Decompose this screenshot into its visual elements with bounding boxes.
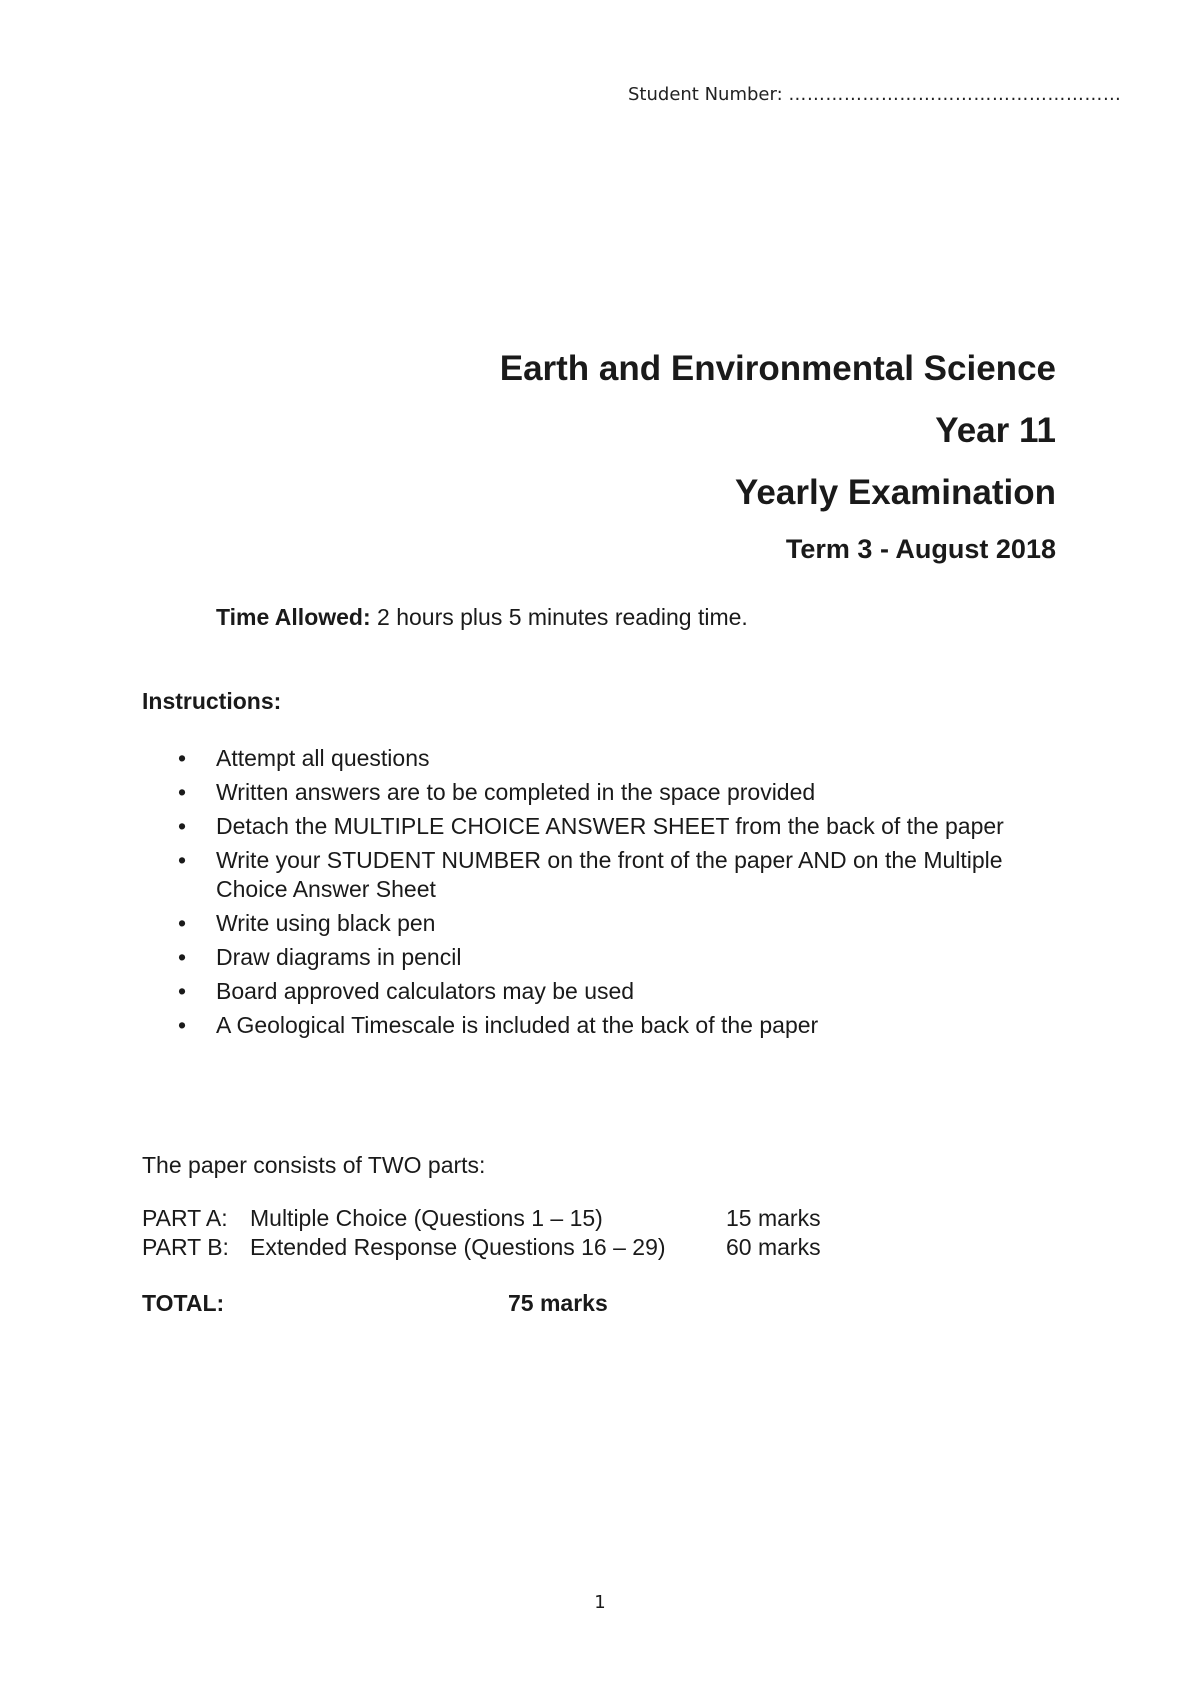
bullet-icon: • bbox=[178, 1012, 187, 1038]
bullet-icon: • bbox=[178, 910, 187, 936]
total-label: TOTAL: bbox=[142, 1290, 225, 1316]
bullet-icon: • bbox=[178, 813, 187, 839]
instruction-item: • Written answers are to be completed in the space provided bbox=[178, 779, 816, 805]
bullet-icon: • bbox=[178, 978, 187, 1004]
instructions-heading: Instructions: bbox=[142, 688, 282, 714]
student-number-field bbox=[628, 84, 1121, 105]
part-description: Extended Response (Questions 16 – 29) bbox=[250, 1234, 666, 1260]
subject-title: Earth and Environmental Science bbox=[499, 349, 1056, 388]
instructions-list bbox=[178, 744, 1078, 1045]
instruction-item: • Attempt all questions bbox=[178, 745, 430, 771]
year-title: Year 11 bbox=[935, 411, 1056, 450]
bullet-icon: • bbox=[178, 847, 187, 873]
part-label: PART B: bbox=[142, 1234, 229, 1260]
bullet-icon: • bbox=[178, 779, 187, 805]
time-allowed bbox=[216, 604, 748, 631]
instruction-item: • Draw diagrams in pencil bbox=[178, 944, 462, 970]
instruction-item: • Write your STUDENT NUMBER on the front of the paper AND on the Multiple Choice Answer Sheet bbox=[178, 847, 1003, 902]
part-label: PART A: bbox=[142, 1205, 228, 1231]
instruction-item: • Detach the MULTIPLE CHOICE ANSWER SHEET from the back of the paper bbox=[178, 813, 1004, 839]
instruction-item: • Write using black pen bbox=[178, 910, 436, 936]
instruction-item: • A Geological Timescale is included at the back of the paper bbox=[178, 1012, 819, 1038]
student-number-blank: ……………………………………………… bbox=[788, 84, 1122, 105]
time-allowed-value: 2 hours plus 5 minutes reading time. bbox=[377, 604, 748, 630]
page-number: 1 bbox=[594, 1592, 606, 1613]
instruction-item: • Board approved calculators may be used bbox=[178, 978, 635, 1004]
part-marks: 15 marks bbox=[726, 1205, 821, 1231]
bullet-icon: • bbox=[178, 944, 187, 970]
bullet-icon: • bbox=[178, 745, 187, 771]
student-number-label: Student Number: bbox=[628, 84, 783, 105]
term-title: Term 3 - August 2018 bbox=[785, 534, 1056, 564]
total-value: 75 marks bbox=[508, 1290, 608, 1316]
part-marks: 60 marks bbox=[726, 1234, 821, 1260]
paper-structure-intro: The paper consists of TWO parts: bbox=[142, 1152, 486, 1178]
time-allowed-label: Time Allowed: bbox=[216, 604, 371, 630]
exam-title: Yearly Examination bbox=[735, 473, 1056, 512]
total-row bbox=[142, 1290, 842, 1317]
part-description: Multiple Choice (Questions 1 – 15) bbox=[250, 1205, 603, 1231]
title-block bbox=[500, 338, 1056, 574]
